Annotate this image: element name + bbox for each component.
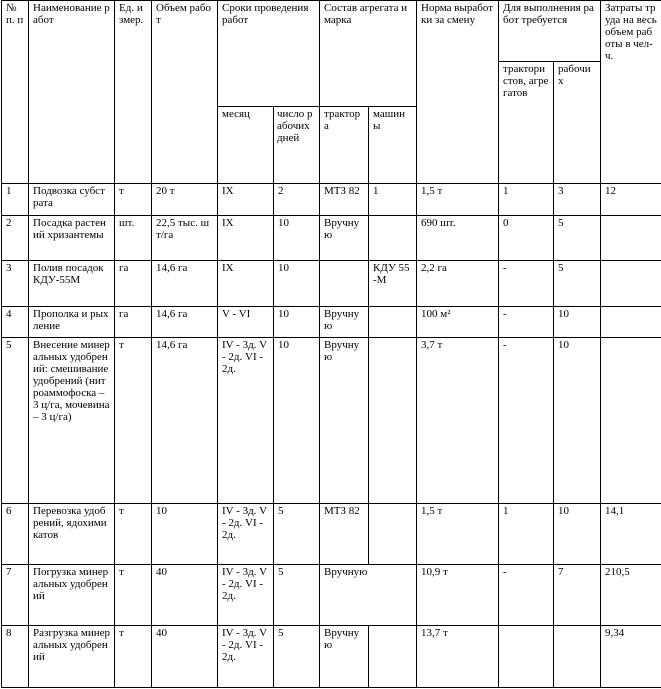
cell-volume: 40	[152, 626, 218, 688]
cell-name: Прополка и рыхление	[29, 307, 115, 338]
header-month: месяц	[218, 107, 274, 184]
cell-workers: 10	[554, 504, 601, 565]
cell-norm: 3,7 т	[417, 338, 499, 504]
cell-tractorists: 1	[499, 184, 554, 216]
cell-machine	[369, 216, 417, 261]
cell-labor	[601, 307, 661, 338]
cell-unit: га	[115, 307, 152, 338]
cell-volume: 20 т	[152, 184, 218, 216]
header-volume: Объем работ	[152, 1, 218, 184]
cell-tractor: Вручную	[320, 338, 369, 504]
cell-name: Перевозка удобрений, ядохимикатов	[29, 504, 115, 565]
cell-name: Подвозка субстрата	[29, 184, 115, 216]
cell-tractorists: -	[499, 261, 554, 307]
header-composition: Состав агрегата и марка	[320, 1, 417, 107]
header-num: № п. п	[2, 1, 29, 184]
table-row	[2, 261, 661, 307]
cell-labor: 12	[601, 184, 661, 216]
table-row	[2, 338, 661, 504]
table-row	[2, 307, 661, 338]
cell-workers: 5	[554, 216, 601, 261]
header-tractor: трактора	[320, 107, 369, 184]
cell-labor: 14,1	[601, 504, 661, 565]
cell-norm: 10,9 т	[417, 565, 499, 626]
header-machine: машины	[369, 107, 417, 184]
cell-days: 10	[274, 338, 320, 504]
table-row	[2, 504, 661, 565]
cell-name: Внесение минеральных удобрений: смешивание удобрений (нитроаммофоска – 3 ц/га, мочевина – 3 ц/га)	[29, 338, 115, 504]
cell-name: Погрузка минеральных удобрений	[29, 565, 115, 626]
cell-tractorists: 0	[499, 216, 554, 261]
cell-machine: 1	[369, 184, 417, 216]
cell-num: 6	[2, 504, 29, 565]
header-unit: Ед. измер.	[115, 1, 152, 184]
header-days: число рабочих дней	[274, 107, 320, 184]
cell-tractorists: 1	[499, 504, 554, 565]
cell-volume: 10	[152, 504, 218, 565]
cell-tractorists: -	[499, 338, 554, 504]
cell-month: V - VI	[218, 307, 274, 338]
cell-num: 2	[2, 216, 29, 261]
cell-num: 3	[2, 261, 29, 307]
cell-name: Разгрузка минеральных удобрений	[29, 626, 115, 688]
cell-name: Посадка растений хризантемы	[29, 216, 115, 261]
cell-tractor: Вручную	[320, 565, 417, 626]
cell-labor: 210,5	[601, 565, 661, 626]
cell-unit: т	[115, 184, 152, 216]
header-workers: рабочих	[554, 62, 601, 184]
cell-days: 5	[274, 565, 320, 626]
cell-workers: 10	[554, 338, 601, 504]
cell-machine	[369, 307, 417, 338]
cell-labor	[601, 338, 661, 504]
cell-volume: 14,6 га	[152, 261, 218, 307]
cell-month: IV - 3д. V - 2д. VI - 2д.	[218, 338, 274, 504]
cell-labor	[601, 261, 661, 307]
header-name: Наименование работ	[29, 1, 115, 184]
cell-norm: 100 м²	[417, 307, 499, 338]
cell-workers: 7	[554, 565, 601, 626]
cell-num: 1	[2, 184, 29, 216]
cell-days: 10	[274, 307, 320, 338]
cell-norm: 690 шт.	[417, 216, 499, 261]
header-terms: Сроки проведения работ	[218, 1, 320, 107]
cell-tractor: Вручную	[320, 307, 369, 338]
cell-norm: 2,2 га	[417, 261, 499, 307]
cell-tractorists: -	[499, 307, 554, 338]
cell-norm: 13,7 т	[417, 626, 499, 688]
cell-unit: т	[115, 338, 152, 504]
cell-workers: 10	[554, 307, 601, 338]
work-table	[1, 0, 661, 688]
header-tractorists: трактористов, агрегатов	[499, 62, 554, 184]
cell-unit: т	[115, 504, 152, 565]
cell-num: 8	[2, 626, 29, 688]
cell-tractor: МТЗ 82	[320, 184, 369, 216]
cell-machine	[369, 626, 417, 688]
cell-days: 10	[274, 261, 320, 307]
cell-labor: 9,34	[601, 626, 661, 688]
cell-machine	[369, 338, 417, 504]
cell-days: 10	[274, 216, 320, 261]
table-row	[2, 626, 661, 688]
cell-month: IX	[218, 184, 274, 216]
cell-num: 4	[2, 307, 29, 338]
cell-labor	[601, 216, 661, 261]
cell-tractor: Вручную	[320, 216, 369, 261]
cell-tractor	[320, 261, 369, 307]
cell-tractorists	[499, 626, 554, 688]
table-row	[2, 565, 661, 626]
cell-unit: т	[115, 626, 152, 688]
table-row	[2, 184, 661, 216]
cell-days: 5	[274, 626, 320, 688]
cell-volume: 14,6 га	[152, 307, 218, 338]
cell-month: IV - 3д. V - 2д. VI - 2д.	[218, 504, 274, 565]
cell-month: IV - 3д. V - 2д. VI - 2д.	[218, 565, 274, 626]
cell-machine	[369, 504, 417, 565]
header-required: Для выполнения работ требуется	[499, 1, 601, 62]
cell-volume: 14,6 га	[152, 338, 218, 504]
cell-tractor: МТЗ 82	[320, 504, 369, 565]
cell-days: 2	[274, 184, 320, 216]
cell-norm: 1,5 т	[417, 184, 499, 216]
cell-month: IV - 3д. V - 2д. VI - 2д.	[218, 626, 274, 688]
cell-tractor: Вручную	[320, 626, 369, 688]
table-row	[2, 216, 661, 261]
header-labor: Затраты труда на весь объем работы в чел-ч.	[601, 1, 661, 184]
cell-tractorists: -	[499, 565, 554, 626]
cell-num: 5	[2, 338, 29, 504]
cell-unit: шт.	[115, 216, 152, 261]
cell-workers: 5	[554, 261, 601, 307]
cell-workers	[554, 626, 601, 688]
cell-name: Полив посадок КДУ-55М	[29, 261, 115, 307]
cell-num: 7	[2, 565, 29, 626]
header-norm: Норма выработки за смену	[417, 1, 499, 184]
cell-unit: га	[115, 261, 152, 307]
cell-norm: 1,5 т	[417, 504, 499, 565]
cell-workers: 3	[554, 184, 601, 216]
cell-volume: 40	[152, 565, 218, 626]
cell-volume: 22,5 тыс. шт/га	[152, 216, 218, 261]
cell-month: IX	[218, 261, 274, 307]
cell-month: IX	[218, 216, 274, 261]
cell-days: 5	[274, 504, 320, 565]
cell-machine: КДУ 55-М	[369, 261, 417, 307]
cell-unit: т	[115, 565, 152, 626]
